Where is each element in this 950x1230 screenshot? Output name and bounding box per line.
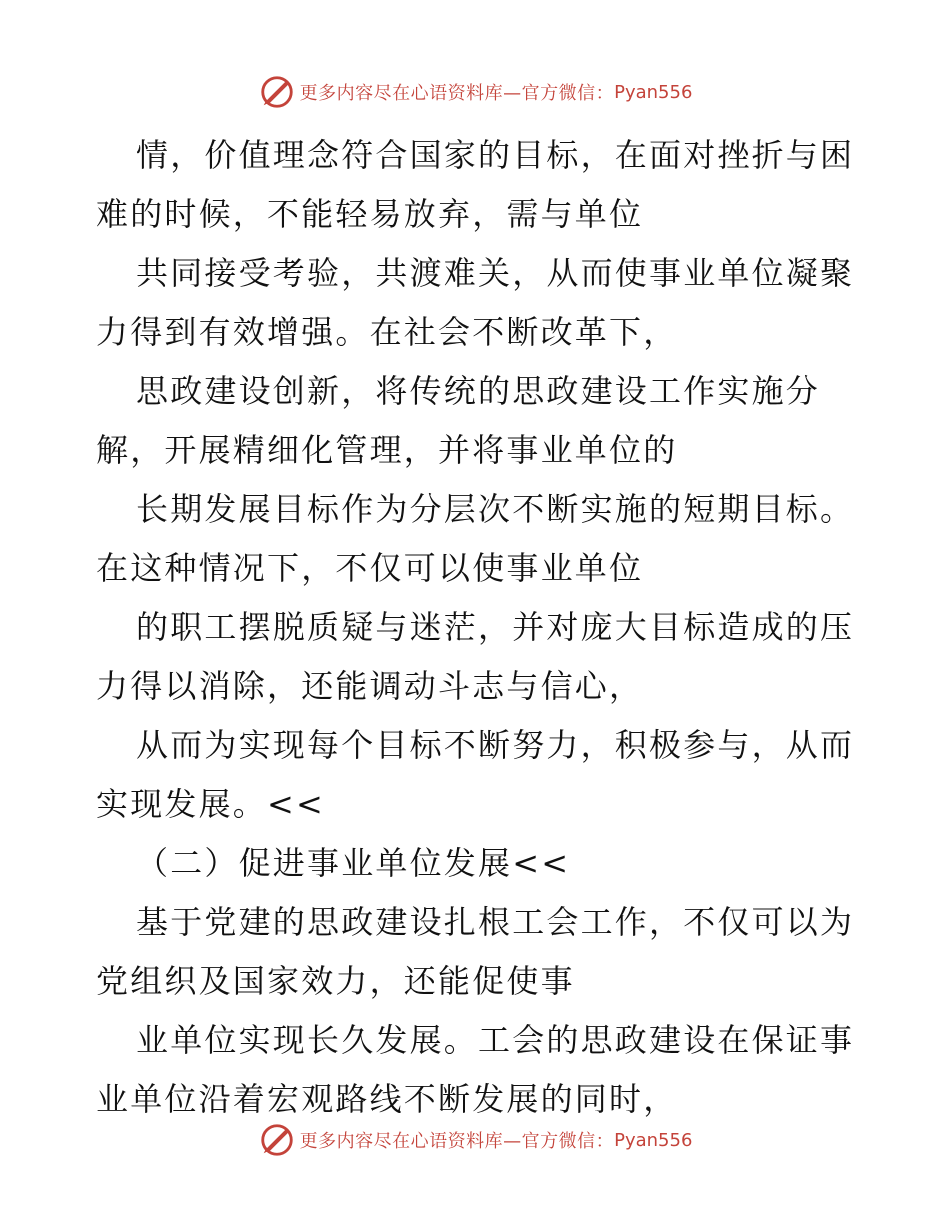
text-line: 党组织及国家效力，还能促使事 — [96, 962, 575, 1000]
text-line: 从而为实现每个目标不断努力，积极参与，从而 — [136, 726, 855, 764]
text-line: 情，价值理念符合国家的目标，在面对挫折与困 — [136, 136, 855, 174]
watermark-text: 更多内容尽在心语资料库—官方微信： — [299, 83, 615, 104]
text-line: 解，开展精细化管理，并将事业单位的 — [96, 431, 678, 469]
text-line: 实现发展。<< — [96, 785, 326, 823]
text-line: 长期发展目标作为分层次不断实施的短期目标。 — [136, 490, 855, 528]
document-body — [96, 126, 856, 1129]
text-line: 业单位沿着宏观路线不断发展的同时， — [96, 1080, 678, 1118]
text-line: 业单位实现长久发展。工会的思政建设在保证事 — [136, 1021, 855, 1059]
text-line: 思政建设创新，将传统的思政建设工作实施分 — [136, 372, 821, 410]
text-line: 基于党建的思政建设扎根工会工作，不仅可以为 — [136, 903, 855, 941]
watermark-text: 更多内容尽在心语资料库—官方微信： — [299, 1131, 615, 1152]
watermark-footer — [0, 1120, 950, 1160]
watermark-id: Pyan556 — [614, 1129, 693, 1151]
text-line: 难的时候，不能轻易放弃，需与单位 — [96, 195, 644, 233]
watermark-header — [0, 72, 950, 112]
text-line: 的职工摆脱质疑与迷茫，并对庞大目标造成的压 — [136, 608, 855, 646]
text-line: 力得以消除，还能调动斗志与信心， — [96, 667, 644, 705]
text-line: 在这种情况下，不仅可以使事业单位 — [96, 549, 644, 587]
watermark-id: Pyan556 — [614, 81, 693, 103]
section-heading: （二）促进事业单位发展<< — [136, 844, 571, 882]
text-line: 共同接受考验，共渡难关，从而使事业单位凝聚 — [136, 254, 855, 292]
pen-logo-icon — [258, 1121, 296, 1159]
text-line: 力得到有效增强。在社会不断改革下， — [96, 313, 678, 351]
pen-logo-icon — [258, 73, 296, 111]
